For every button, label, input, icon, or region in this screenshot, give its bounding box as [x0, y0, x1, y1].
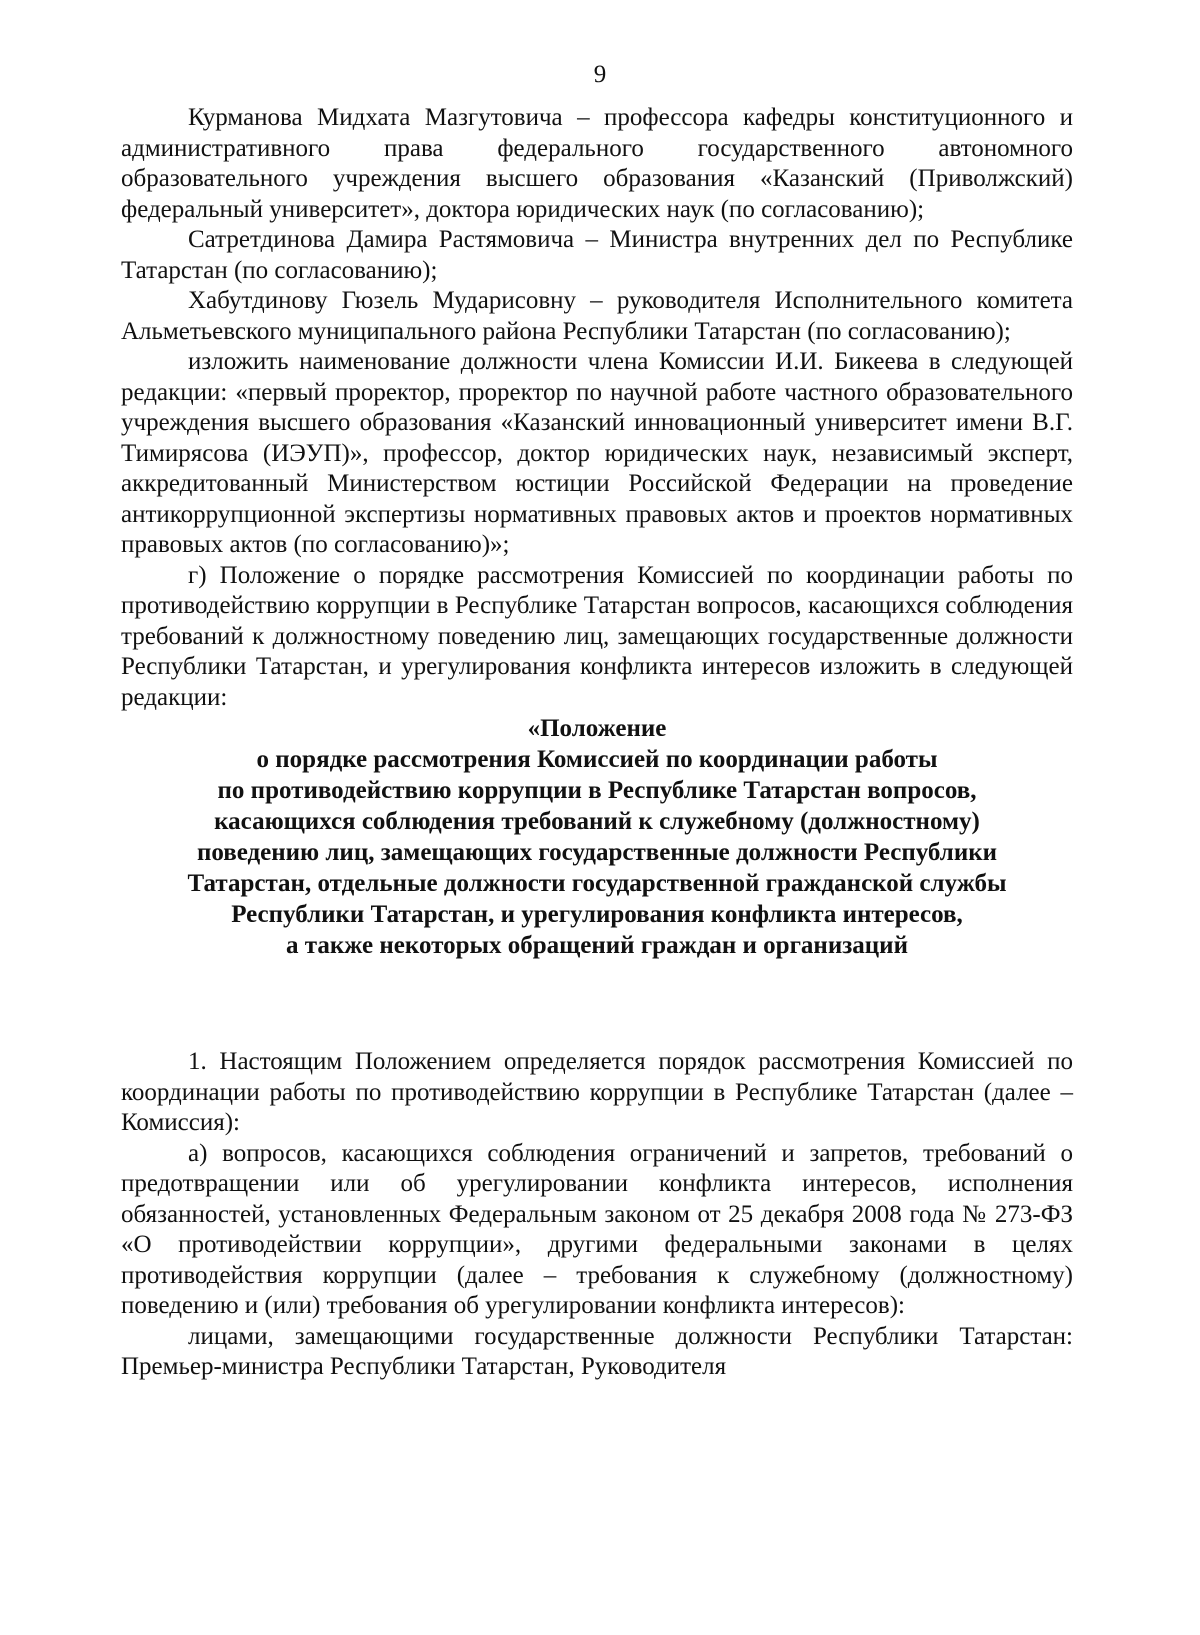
paragraph-item-g: г) Положение о порядке рассмотрения Комиссией по координации работы по противодействию коррупции в Республике Татарстан вопросов, касающихся соблюдения требований к должностному поведению лиц, замещающих государственные должности Республики Татарстан, и урегулирования конфликта интересов изложить в следующей редакции: [121, 561, 1073, 711]
heading-line: «Положение [527, 715, 667, 742]
heading-line: Республики Татарстан, и урегулирования конфликта интересов, [231, 901, 963, 928]
heading-line: а также некоторых обращений граждан и организаций [286, 932, 908, 959]
section-gap [121, 961, 1073, 1047]
document-body [121, 103, 1073, 1383]
paragraph-khabutdinova: Хабутдинову Гюзель Мударисовну – руководителя Исполнительного комитета Альметьевского муниципального района Республики Татарстан (по согласованию); [121, 287, 1073, 345]
paragraph-bikeev: изложить наименование должности члена Комиссии И.И. Бикеева в следующей редакции: «первый проректор, проректор по научной работе частного образовательного учреждения высшего образования «Казанский инновационный университет имени В.Г. Тимирясова (ИЭУП)», профессор, доктор юридических наук, независимый эксперт, аккредитованный Министерством юстиции Российской Федерации на проведение антикоррупционной экспертизы нормативных правовых актов и проектов нормативных правовых актов (по согласованию)»; [121, 348, 1073, 558]
heading-line: о порядке рассмотрения Комиссией по координации работы [256, 746, 938, 773]
paragraph-kurmanov: Курманова Мидхата Мазгутовича – профессора кафедры конституционного и административного права федерального государственного автономного образовательного учреждения высшего образования «Казанский (Приволжский) федеральный университет», доктора юридических наук (по согласованию); [121, 104, 1073, 223]
section-heading [121, 713, 1073, 961]
heading-line: поведению лиц, замещающих государственные должности Республики [196, 839, 998, 866]
heading-line: Татарстан, отдельные должности государственной гражданской службы [187, 870, 1007, 897]
paragraph-persons: лицами, замещающими государственные должности Республики Татарстан: Премьер-министра Республики Татарстан, Руководителя [121, 1322, 1073, 1380]
paragraph-point-1: 1. Настоящим Положением определяется порядок рассмотрения Комиссией по координации работы по противодействию коррупции в Республике Татарстан (далее – Комиссия): [121, 1048, 1073, 1136]
paragraph-satretdinov: Сатретдинова Дамира Растямовича – Министра внутренних дел по Республике Татарстан (по согласованию); [121, 226, 1073, 284]
heading-line: касающихся соблюдения требований к служебному (должностному) [214, 808, 980, 835]
heading-line: по противодействию коррупции в Республике Татарстан вопросов, [217, 777, 977, 804]
page-number: 9 [593, 61, 607, 88]
paragraph-subpoint-a: а) вопросов, касающихся соблюдения ограничений и запретов, требований о предотвращении или об урегулировании конфликта интересов, исполнения обязанностей, установленных Федеральным законом от 25 декабря 2008 года № 273-ФЗ «О противодействии коррупции», другими федеральными законами в целях противодействия коррупции (далее – требования к служебному (должностному) поведению и (или) требования об урегулировании конфликта интересов): [121, 1139, 1073, 1319]
